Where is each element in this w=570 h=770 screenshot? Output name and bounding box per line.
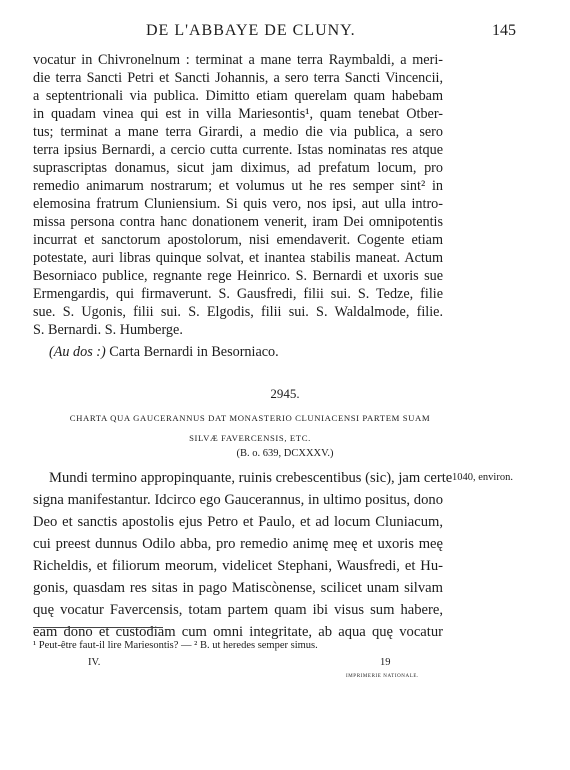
text-line: Deo et sanctis apostolis ejus Petro et Paulo, et ad locum Cluniacum, [33,514,443,530]
text-line: S. Bernardi. S. Humberge. [33,322,183,338]
charter-heading [40,408,460,448]
text-line: vocatur in Chivronelnum : terminat a mane terra Raymbaldi, a meri- [33,52,443,68]
text-line: suprascriptas donamus, sicut jam diximus, ad prefatum locum, pro [33,160,443,176]
text-line: missa persona contra hanc donationem venerit, iram Dei omnipotentis [33,214,443,230]
text-line: signa manifestantur. Idcirco ego Gaucerannus, in ultimo positus, dono [33,492,443,508]
running-title: DE L'ABBAYE DE CLUNY. [146,22,356,39]
text-line: Mundi termino appropinquante, ruinis crebescentibus (sic), jam certe [49,470,453,486]
charter-heading-line: SILVÆ FAVERCENSIS, ETC. [189,433,311,443]
endorsement [33,343,443,361]
sheet-number: 19 [380,657,391,668]
text-line: Richeldis, et filiorum meorum, videlicet Stephani, Wausfredi, et Hu- [33,558,443,574]
text-line: a septentrionali via publica. Dimitto etiam querelam quam habebam [33,88,443,104]
printer-imprint: IMPRIMERIE NATIONALE. [346,674,419,679]
text-line: cui preest dunnus Odilo abba, pro remedio animę meę et uxoris meę [33,536,443,552]
text-line: Besorniaco publice, regnante rege Heinrico. S. Bernardi et uxoris sue [33,268,443,284]
margin-date: 1040, environ. [452,472,513,483]
continuation-text [33,51,443,339]
text-line: Ermengardis, qui firmaverunt. S. Gausfredi, filii sui. S. Tedze, filie [33,286,443,302]
text-line: quę vocatur Favercensis, totam partem quam ibi visus sum habere, [33,602,443,618]
charter-text [33,467,453,643]
running-head [0,22,570,46]
footnote-rule [33,627,163,628]
text-line: die terra Sancti Petri et Sancti Johannis, a sero terra Sancti Vincencii, [33,70,443,86]
text-line: potestate, auri libras quinque solvat, et inantea stabilis maneat. Actum [33,250,443,266]
text-line: incurrat et sanctorum apostolorum, nisi emendaverit. Cogente etiam [33,232,443,248]
signature-line [0,657,570,677]
text-line: elemosina fratrum Cluniensium. Si quis vero, nos ipsi, aut ulla intro- [33,196,443,212]
page-number: 145 [492,22,516,39]
text-line: terra ipsius Bernardi, a cercio cutta currente. Istas nominatas res atque [33,142,443,158]
text-line: remedio animarum nostrarum; et volumus ut he res semper sint² in [33,178,443,194]
text-line: sue. S. Ugonis, filii sui. S. Elgodis, filii sui. S. Waldalmode, filie. [33,304,443,320]
volume-mark: IV. [88,657,101,668]
text-line: tus; terminat a mane terra Girardi, a medio die via publica, a sero [33,124,443,140]
text-line: in quadam vinea qui est in villa Mariesontis¹, quam tenebat Otber- [33,106,443,122]
text-line: eam dono et custodiam cum omni integritate, ab aqua quę vocatur [33,624,443,640]
footnotes: ¹ Peut-être faut-il lire Mariesontis? — ² B. ut heredes semper simus. [33,640,318,651]
charter-heading-line: CHARTA QUA GAUCERANNUS DAT MONASTERIO CLUNIACENSI PARTEM SUAM [69,413,431,423]
charter-number: 2945. [270,386,300,401]
endorsement-text: Carta Bernardi in Besorniaco. [109,344,279,360]
charter-reference: (B. o. 639, DCXXXV.) [236,448,334,459]
endorsement-prefix: (Au dos :) [49,344,106,360]
text-line: gonis, quasdam res sitas in pago Matiscònense, scilicet unam silvam [33,580,443,596]
